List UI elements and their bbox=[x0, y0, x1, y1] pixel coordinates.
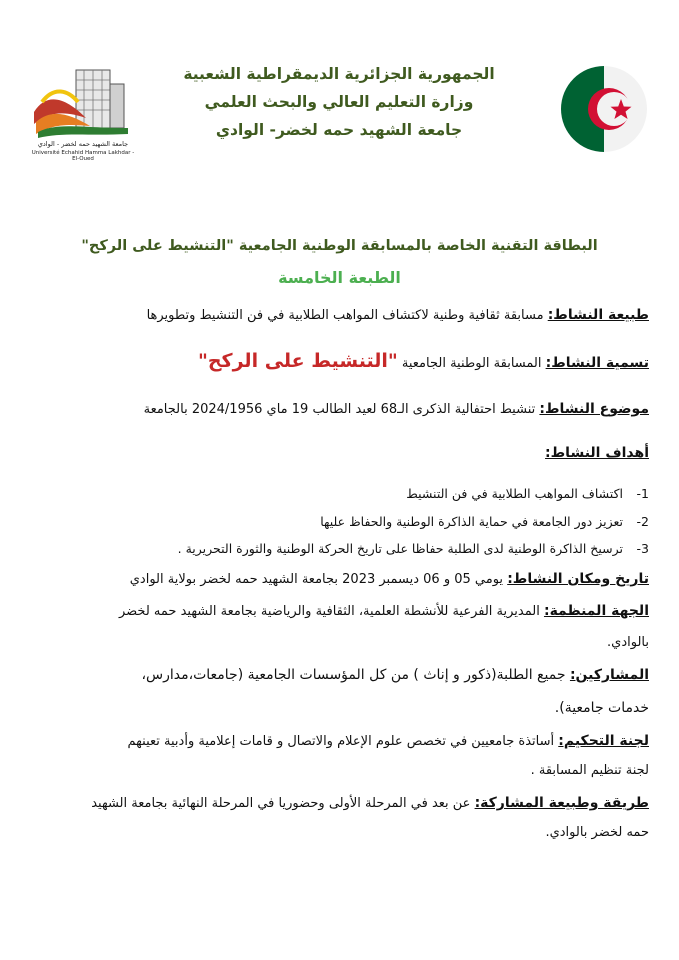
goal-text: اكتشاف المواهب الطلابية في فن التنشيط bbox=[406, 486, 623, 501]
logo-caption-latin: Université Echahid Hamma Lakhdar - El-Oued bbox=[31, 150, 135, 162]
field-method-cont bbox=[20, 822, 649, 844]
name-label: تسمية النشاط: bbox=[545, 355, 649, 371]
field-nature bbox=[20, 304, 649, 327]
algeria-flag-icon bbox=[561, 66, 647, 152]
nature-value: مسابقة ثقافية وطنية لاكتشاف المواهب الطلابية في فن التنشيط وتطويرها bbox=[146, 308, 548, 323]
field-organizer-cont bbox=[20, 632, 649, 654]
header-block bbox=[169, 60, 509, 144]
method-label: طريقة وطبيعة المشاركة: bbox=[474, 795, 649, 811]
nature-label: طبيعة النشاط: bbox=[547, 307, 649, 323]
field-subject bbox=[20, 398, 649, 421]
goal-number: 1- bbox=[636, 486, 649, 501]
name-value: المسابقة الوطنية الجامعية bbox=[397, 356, 546, 371]
org-label: الجهة المنظمة: bbox=[543, 603, 649, 619]
goal-item bbox=[30, 541, 649, 556]
method-value-cont: حمه لخضر بالوادي. bbox=[545, 825, 649, 840]
participants-value-cont: خدمات جامعية). bbox=[554, 700, 649, 716]
document-title: البطاقة التقنية الخاصة بالمسابقة الوطنية الجامعية "التنشيط على الركح" bbox=[81, 238, 598, 254]
edition-label: الطبعة الخامسة bbox=[278, 268, 401, 287]
header-university: جامعة الشهيد حمه لخضر- الوادي bbox=[215, 121, 463, 139]
logo-caption-arabic: جامعة الشهيد حمه لخضر - الوادي bbox=[37, 140, 129, 148]
subject-value: تنشيط احتفالية الذكرى الـ68 لعيد الطالب 19 ماي 2024/1956 بالجامعة bbox=[143, 402, 540, 417]
header-ministry: وزارة التعليم العالي والبحث العلمي bbox=[204, 93, 474, 111]
field-goals bbox=[20, 442, 649, 465]
field-jury-cont bbox=[20, 760, 649, 782]
field-participants-cont bbox=[20, 697, 649, 719]
goal-item bbox=[30, 514, 649, 529]
header-republic: الجمهورية الجزائرية الديمقراطية الشعبية bbox=[183, 65, 495, 83]
field-method bbox=[20, 792, 649, 815]
field-name bbox=[20, 350, 649, 375]
field-organizer bbox=[20, 600, 649, 623]
participants-label: المشاركين: bbox=[569, 667, 649, 683]
goal-number: 2- bbox=[636, 514, 649, 529]
goal-number: 3- bbox=[636, 541, 649, 556]
jury-value: أساتذة جامعيين في تخصص علوم الإعلام والاتصال و قامات إعلامية وأدبية تعينهم bbox=[127, 734, 559, 749]
method-value: عن بعد في المرحلة الأولى وحضوريا في المرحلة النهائية بجامعة الشهيد bbox=[91, 796, 475, 811]
org-value: المديرية الفرعية للأنشطة العلمية، الثقافية والرياضية بجامعة الشهيد حمه لخضر bbox=[118, 604, 544, 619]
goal-text: ترسيخ الذاكرة الوطنية لدى الطلبة حفاظا على تاريخ الحركة الوطنية والثورة التحريرية . bbox=[177, 541, 623, 556]
goals-label: أهداف النشاط: bbox=[545, 445, 649, 461]
date-value: يومي 05 و 06 ديسمبر 2023 بجامعة الشهيد حمه لخضر بولاية الوادي bbox=[129, 572, 508, 587]
name-highlight: "التنشيط على الركح" bbox=[197, 350, 398, 372]
participants-value: جميع الطلبة(ذكور و إناث ) من كل المؤسسات الجامعية (جامعات،مدارس، bbox=[141, 667, 570, 683]
goal-item bbox=[30, 486, 649, 501]
org-value-cont: بالوادي. bbox=[607, 635, 649, 650]
field-jury bbox=[20, 730, 649, 753]
jury-label: لجنة التحكيم: bbox=[558, 733, 649, 749]
jury-value-cont: لجنة تنظيم المسابقة . bbox=[530, 763, 649, 778]
field-participants bbox=[20, 664, 649, 686]
subject-label: موضوع النشاط: bbox=[539, 401, 649, 417]
date-label: تاريخ ومكان النشاط: bbox=[507, 571, 649, 587]
field-date-place bbox=[20, 568, 649, 591]
goal-text: تعزيز دور الجامعة في حماية الذاكرة الوطنية والحفاظ عليها bbox=[320, 514, 623, 529]
